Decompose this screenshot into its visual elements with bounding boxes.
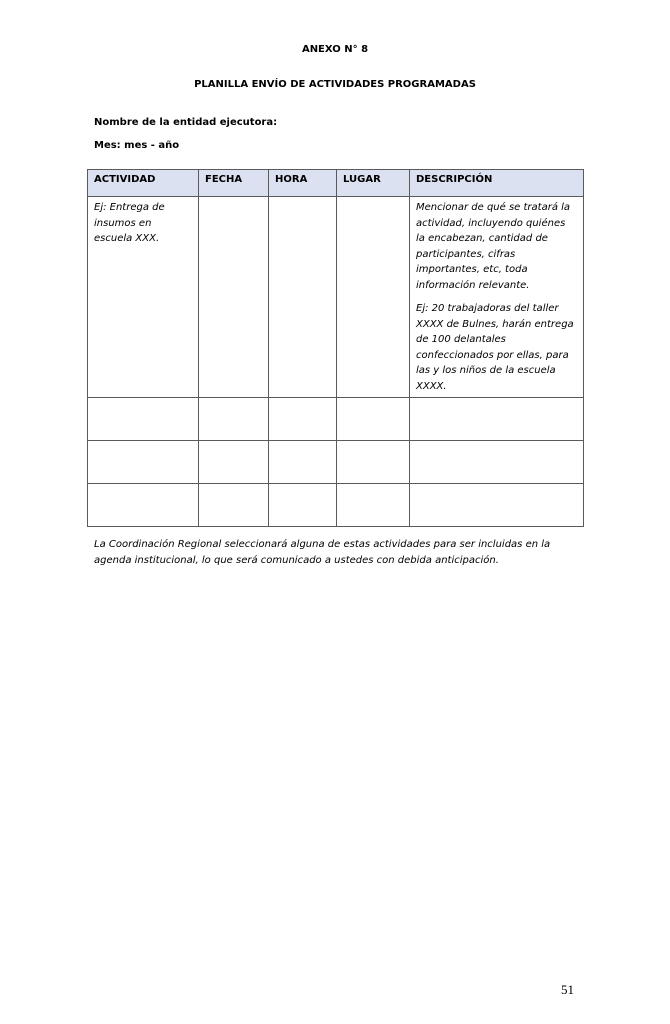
- empty-cell: [88, 484, 199, 527]
- empty-cell: [88, 398, 199, 441]
- activities-table: [87, 169, 584, 527]
- header-hora: HORA: [269, 170, 337, 197]
- empty-cell: [410, 398, 584, 441]
- empty-cell: [269, 398, 337, 441]
- header-actividad: ACTIVIDAD: [88, 170, 199, 197]
- header-fecha: FECHA: [199, 170, 269, 197]
- table-row: [88, 197, 584, 398]
- header-lugar: LUGAR: [337, 170, 410, 197]
- header-descripcion: DESCRIPCIÓN: [410, 170, 584, 197]
- empty-cell: [410, 484, 584, 527]
- footer-note: La Coordinación Regional seleccionará alguna de estas actividades para ser incluidas en la agenda institucional, lo que será comunicado a ustedes con debida anticipación.: [94, 539, 551, 566]
- empty-cell: [337, 398, 410, 441]
- empty-cell: [269, 484, 337, 527]
- cell-descripcion: [410, 197, 584, 398]
- empty-cell: [199, 484, 269, 527]
- empty-cell: [269, 441, 337, 484]
- table-row: [88, 441, 584, 484]
- table-row: [88, 398, 584, 441]
- cell-lugar: [337, 197, 410, 398]
- table-header-row: [88, 170, 584, 197]
- document-title: ANEXO N° 8: [301, 44, 369, 55]
- page-number: 51: [561, 982, 574, 997]
- empty-cell: [88, 441, 199, 484]
- cell-actividad: Ej: Entrega de insumos en escuela XXX.: [88, 197, 199, 398]
- month-label: Mes: mes - año: [94, 140, 180, 151]
- description-example: Ej: 20 trabajadoras del taller XXXX de Bulnes, harán entrega de 100 delantales confeccionados por ellas, para las y los niños de la escuela XXXX.: [416, 303, 574, 392]
- cell-hora: [269, 197, 337, 398]
- empty-cell: [337, 441, 410, 484]
- empty-cell: [199, 398, 269, 441]
- description-text: Mencionar de qué se tratará la actividad, incluyendo quiénes la encabezan, cantidad de participantes, cifras importantes, etc, toda información relevante.: [416, 202, 571, 291]
- table-row: [88, 484, 584, 527]
- entity-label: Nombre de la entidad ejecutora:: [94, 117, 278, 128]
- empty-cell: [199, 441, 269, 484]
- document-subtitle: PLANILLA ENVÍO DE ACTIVIDADES PROGRAMADAS: [194, 79, 476, 90]
- empty-cell: [410, 441, 584, 484]
- empty-cell: [337, 484, 410, 527]
- cell-fecha: [199, 197, 269, 398]
